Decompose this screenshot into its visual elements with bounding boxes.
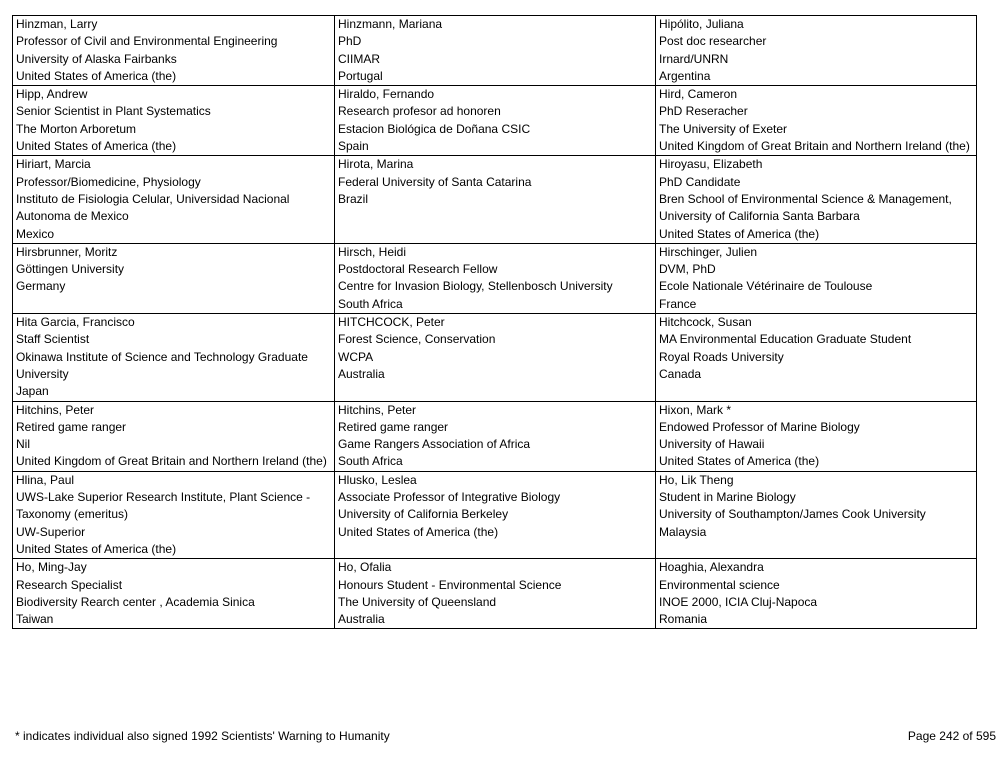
signatory-name: Hirsbrunner, Moritz <box>16 244 118 259</box>
signatory-cell <box>13 243 335 313</box>
signatories-table <box>12 15 977 629</box>
table-row <box>13 559 977 629</box>
signatory-cell <box>656 314 977 401</box>
signatory-detail: United States of America (the) <box>16 541 177 556</box>
signatory-detail: United States of America (the) <box>659 454 820 469</box>
signatory-detail: Irnard/UNRN <box>659 51 729 66</box>
signatory-detail: Mexico <box>16 226 55 241</box>
signatory-name: Hirsch, Heidi <box>338 244 407 259</box>
signatories-table-body <box>13 16 977 629</box>
page-number: Page 242 of 595 <box>907 729 996 743</box>
signatory-detail: Centre for Invasion Biology, Stellenbosch University <box>338 279 613 294</box>
signatory-detail: The Morton Arboretum <box>16 121 137 136</box>
signatory-detail: University of Hawaii <box>659 437 765 452</box>
signatory-detail: Portugal <box>338 68 383 83</box>
signatory-detail: Forest Science, Conservation <box>338 332 496 347</box>
signatory-detail: PhD <box>338 34 362 49</box>
signatory-name: Hita Garcia, Francisco <box>16 315 135 330</box>
signatory-cell <box>656 16 977 86</box>
signatory-detail: Göttingen University <box>16 262 125 277</box>
signatory-detail: Professor of Civil and Environmental Engineering <box>16 34 278 49</box>
signatory-cell <box>13 16 335 86</box>
signatory-detail: Professor/Biomedicine, Physiology <box>16 174 201 189</box>
signatory-name: Hixon, Mark * <box>659 402 732 417</box>
signatory-detail: Associate Professor of Integrative Biology <box>338 490 561 505</box>
table-row <box>13 16 977 86</box>
signatory-detail: CIIMAR <box>338 51 380 66</box>
signatory-detail: United States of America (the) <box>16 139 177 154</box>
signatory-cell <box>656 401 977 471</box>
signatory-detail: Okinawa Institute of Science and Technology Graduate University <box>16 349 308 381</box>
signatory-name: Hitchins, Peter <box>338 402 417 417</box>
signatory-detail: Retired game ranger <box>338 419 449 434</box>
signatory-detail: South Africa <box>338 454 403 469</box>
signatory-detail: France <box>659 296 697 311</box>
signatory-detail: Germany <box>16 279 66 294</box>
signatory-detail: Biodiversity Rearch center , Academia Sinica <box>16 594 255 609</box>
signatory-name: Hoaghia, Alexandra <box>659 560 764 575</box>
signatory-name: Hipp, Andrew <box>16 87 88 102</box>
signatory-name: Hlina, Paul <box>16 472 75 487</box>
signatory-detail: United Kingdom of Great Britain and Northern Ireland (the) <box>16 454 327 469</box>
signatory-cell <box>656 559 977 629</box>
signatory-detail: Brazil <box>338 191 369 206</box>
signatory-detail: United States of America (the) <box>16 68 177 83</box>
signatory-cell <box>335 16 656 86</box>
signatory-detail: Research Specialist <box>16 577 123 592</box>
signatory-name: Hlusko, Leslea <box>338 472 417 487</box>
signatory-cell <box>13 471 335 558</box>
signatory-detail: Australia <box>338 366 385 381</box>
signatory-detail: United States of America (the) <box>338 524 499 539</box>
signatory-name: Ho, Ming-Jay <box>16 560 87 575</box>
signatory-cell <box>13 401 335 471</box>
signatory-detail: Game Rangers Association of Africa <box>338 437 531 452</box>
signatory-cell <box>335 156 656 243</box>
table-row <box>13 156 977 243</box>
table-row <box>13 86 977 156</box>
signatory-cell <box>335 243 656 313</box>
signatory-detail: Romania <box>659 612 708 627</box>
signatory-cell <box>656 86 977 156</box>
signatory-detail: Spain <box>338 139 369 154</box>
signatory-cell <box>335 471 656 558</box>
signatory-detail: Federal University of Santa Catarina <box>338 174 532 189</box>
signatory-name: Hiraldo, Fernando <box>338 87 435 102</box>
signatory-detail: Argentina <box>659 68 711 83</box>
signatory-detail: MA Environmental Education Graduate Student <box>659 332 912 347</box>
signatory-cell <box>656 471 977 558</box>
signatory-cell <box>335 559 656 629</box>
signatory-cell <box>335 86 656 156</box>
signatory-cell <box>335 401 656 471</box>
signatory-detail: The University of Exeter <box>659 121 788 136</box>
signatory-detail: Staff Scientist <box>16 332 90 347</box>
signatory-detail: WCPA <box>338 349 374 364</box>
signatory-name: Hitchcock, Susan <box>659 315 752 330</box>
signatory-detail: Taiwan <box>16 612 54 627</box>
signatory-detail: Environmental science <box>659 577 780 592</box>
signatory-detail: DVM, PhD <box>659 262 716 277</box>
signatory-detail: Royal Roads University <box>659 349 784 364</box>
signatory-name: Hiriart, Marcia <box>16 157 91 172</box>
signatory-detail: United Kingdom of Great Britain and Northern Ireland (the) <box>659 139 970 154</box>
signatory-name: Hirschinger, Julien <box>659 244 758 259</box>
signatory-cell <box>13 86 335 156</box>
signatory-detail: Malaysia <box>659 524 707 539</box>
signatory-detail: Bren School of Environmental Science & Management, University of California Santa Barbara <box>659 191 952 224</box>
signatory-cell <box>13 559 335 629</box>
signatory-detail: Student in Marine Biology <box>659 490 796 505</box>
signatory-name: Hitchins, Peter <box>16 402 95 417</box>
signatory-detail: Retired game ranger <box>16 419 127 434</box>
signatory-cell <box>13 156 335 243</box>
signatory-name: HITCHCOCK, Peter <box>338 315 445 330</box>
signatory-detail: PhD Candidate <box>659 174 741 189</box>
signatory-name: Hipólito, Juliana <box>659 17 744 31</box>
signatory-detail: University of California Berkeley <box>338 507 509 522</box>
signatory-detail: UWS-Lake Superior Research Institute, Plant Science - Taxonomy (emeritus) <box>16 490 311 522</box>
table-row <box>13 401 977 471</box>
signatory-detail: Nil <box>16 437 30 452</box>
signatory-cell <box>335 314 656 401</box>
signatory-detail: PhD Reseracher <box>659 104 748 119</box>
signatory-detail: United States of America (the) <box>659 226 820 241</box>
signatory-detail: Canada <box>659 366 702 381</box>
table-row <box>13 243 977 313</box>
signatory-detail: Postdoctoral Research Fellow <box>338 262 498 277</box>
signatory-name: Hinzman, Larry <box>16 17 98 31</box>
table-row <box>13 471 977 558</box>
signatory-detail: Ecole Nationale Vétérinaire de Toulouse <box>659 279 873 294</box>
signatory-detail: INOE 2000, ICIA Cluj-Napoca <box>659 594 818 609</box>
footer-note: * indicates individual also signed 1992 Scientists' Warning to Humanity <box>15 729 390 743</box>
signatory-detail: UW-Superior <box>16 524 86 539</box>
signatory-detail: Honours Student - Environmental Science <box>338 577 562 592</box>
signatory-detail: The University of Queensland <box>338 594 497 609</box>
signatory-name: Ho, Ofalia <box>338 560 392 575</box>
signatory-name: Hinzmann, Mariana <box>338 17 443 31</box>
signatory-name: Hiroyasu, Elizabeth <box>659 157 763 172</box>
table-row <box>13 314 977 401</box>
signatory-detail: Endowed Professor of Marine Biology <box>659 419 860 434</box>
signatory-detail: Estacion Biológica de Doñana CSIC <box>338 121 531 136</box>
signatory-cell <box>656 243 977 313</box>
signatory-cell <box>13 314 335 401</box>
signatory-detail: Japan <box>16 384 49 399</box>
signatory-detail: Australia <box>338 612 385 627</box>
signatory-detail: South Africa <box>338 296 403 311</box>
signatory-detail: Senior Scientist in Plant Systematics <box>16 104 211 119</box>
signatory-name: Hirota, Marina <box>338 157 414 172</box>
signatory-detail: University of Southampton/James Cook University <box>659 507 926 522</box>
signatory-name: Hird, Cameron <box>659 87 738 102</box>
signatory-cell <box>656 156 977 243</box>
signatory-detail: Post doc researcher <box>659 34 767 49</box>
signatory-detail: Research profesor ad honoren <box>338 104 501 119</box>
signatory-detail: University of Alaska Fairbanks <box>16 51 177 66</box>
signatory-detail: Instituto de Fisiologia Celular, Universidad Nacional Autonoma de Mexico <box>16 191 290 224</box>
signatory-name: Ho, Lik Theng <box>659 472 734 487</box>
